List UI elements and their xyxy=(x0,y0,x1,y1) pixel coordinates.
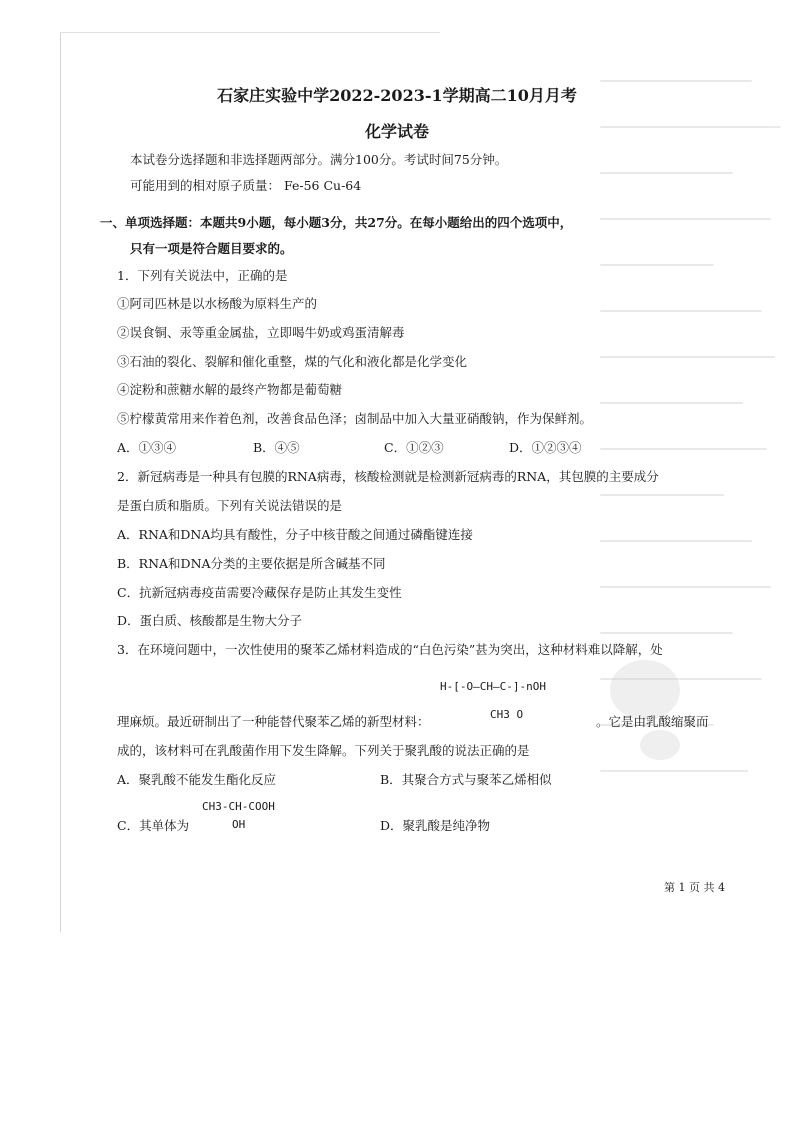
q1-option-b: B．④⑤ xyxy=(253,440,300,455)
atomic-mass-line: 可能用到的相对原子质量： Fe-56 Cu-64 xyxy=(130,178,362,193)
exam-title: 石家庄实验中学2022-2023-1学期高二10月月考 xyxy=(217,86,577,105)
q3-option-a: A．聚乳酸不能发生酯化反应 xyxy=(117,772,277,787)
q1-statement: ③石油的裂化、裂解和催化重整，煤的气化和液化都是化学变化 xyxy=(117,354,468,369)
scan-edge-top xyxy=(60,32,440,33)
question-3-stem-cont-2: 。它是由乳酸缩聚而 xyxy=(596,714,709,729)
lactic-acid-hydroxyl: OH xyxy=(232,818,246,831)
q2-option-b: B．RNA和DNA分类的主要依据是所含碱基不同 xyxy=(117,556,386,571)
q1-statement: ①阿司匹林是以水杨酸为原料生产的 xyxy=(117,296,318,311)
q3-option-b: B．其聚合方式与聚苯乙烯相似 xyxy=(380,772,552,787)
scan-smudge xyxy=(610,660,680,720)
q1-statement: ②误食铜、汞等重金属盐，立即喝牛奶或鸡蛋清解毒 xyxy=(117,325,405,340)
page-number: 第 1 页 共 4 xyxy=(664,881,725,894)
q2-option-d: D．蛋白质、核酸都是生物大分子 xyxy=(117,613,303,628)
question-3-stem-cont: 理麻烦。最近研制出了一种能替代聚苯乙烯的新型材料： xyxy=(117,714,430,729)
scan-smudge xyxy=(640,730,680,760)
q1-option-c: C．①②③ xyxy=(384,440,444,455)
q1-option-d: D．①②③④ xyxy=(509,440,582,455)
question-2-stem: 2．新冠病毒是一种具有包膜的RNA病毒，核酸检测就是检测新冠病毒的RNA，其包膜的主要成分 xyxy=(117,469,659,484)
section-heading: 一、单项选择题：本题共9小题，每小题3分，共27分。在每小题给出的四个选项中， xyxy=(100,215,573,230)
question-2-stem-cont: 是蛋白质和脂质。下列有关说法错误的是 xyxy=(117,498,343,513)
q3-option-d: D．聚乳酸是纯净物 xyxy=(380,818,491,833)
section-heading-cont: 只有一项是符合题目要求的。 xyxy=(130,241,293,256)
q1-statement: ④淀粉和蔗糖水解的最终产物都是葡萄糖 xyxy=(117,382,343,397)
scan-edge xyxy=(60,32,61,932)
exam-subtitle: 化学试卷 xyxy=(364,122,429,141)
question-3-stem: 3．在环境问题中，一次性使用的聚苯乙烯材料造成的“白色污染”甚为突出，这种材料难以降解，处 xyxy=(117,642,663,657)
q2-option-c: C．抗新冠病毒疫苗需要冷藏保存是防止其发生变性 xyxy=(117,585,402,600)
q3-option-c: C．其单体为 xyxy=(117,818,190,833)
q2-option-a: A．RNA和DNA均具有酸性，分子中核苷酸之间通过磷酯键连接 xyxy=(117,527,473,542)
intro-line: 本试卷分选择题和非选择题两部分。满分100分。考试时间75分钟。 xyxy=(130,152,508,167)
q1-option-a: A．①③④ xyxy=(117,440,177,455)
polylactic-acid-formula: H-[-O—CH—C-]-nOH xyxy=(440,680,546,693)
lactic-acid-formula: CH3-CH-COOH xyxy=(202,800,275,813)
question-3-stem-end: 成的，该材料可在乳酸菌作用下发生降解。下列关于聚乳酸的说法正确的是 xyxy=(117,743,530,758)
q1-statement: ⑤柠檬黄常用来作着色剂，改善食品色泽；卤制品中加入大量亚硝酸钠，作为保鲜剂。 xyxy=(117,411,593,426)
question-1-stem: 1．下列有关说法中，正确的是 xyxy=(117,268,288,283)
polylactic-acid-substituents: CH3 O xyxy=(490,708,524,721)
